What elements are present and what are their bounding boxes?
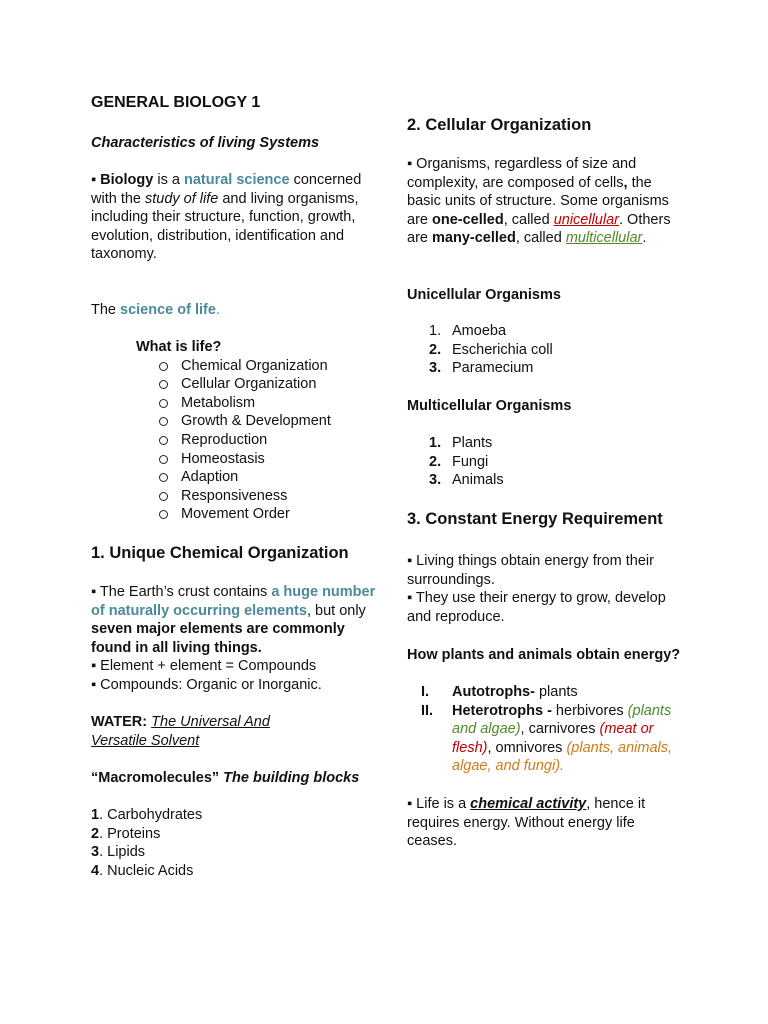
list-item: Homeostasis [136,450,376,469]
section-3-bullet-2: ▪ They use their energy to grow, develop and reproduce. [407,590,666,625]
unicellular-heading: Unicellular Organisms [407,287,561,303]
list-item: 3. Paramecium [429,360,534,377]
macromolecules-heading: “Macromolecules” The building blocks [91,770,360,786]
unicellular-list [407,322,697,378]
list-item: Chemical Organization [136,357,376,376]
section-1-body [91,583,376,695]
biology-definition: ▪ Biology is a natural science concerned with the study of life and living organisms, including their structure, function, growth, evolution, distribution, identification and taxonomy. [91,172,362,263]
biology-term: Biology [100,172,154,188]
section-1-bullet-3: ▪ Compounds: Organic or Inorganic. [91,676,322,693]
list-item: Cellular Organization [136,375,376,394]
list-item: Adaption [136,468,376,487]
life-chemical-activity: ▪ Life is a chemical activity, hence it requires energy. Without energy life ceases. [407,796,646,850]
unicellular-term: unicellular [553,211,619,228]
section-2-body: ▪ Organisms, regardless of size and complexity, are composed of cells, the basic units of structure. Some organisms are one-celled, called unicellular. Others are many-celled, called multicellular. [407,156,671,247]
list-item: 2. Escherichia coll [429,341,553,358]
list-item: I. Autotrophs- plants [421,684,578,700]
list-item: 3. Animals [429,472,504,489]
bullet: ▪ [91,172,97,188]
list-item: 2. Proteins [91,825,161,842]
what-is-life-heading: What is life? [136,339,222,355]
list-item: 2. Fungi [429,453,489,470]
science-of-life: The science of life. [91,302,220,318]
macromolecules-list [91,806,376,880]
subtitle: Characteristics of living Systems [91,135,320,151]
multicellular-term: multicellular [565,230,643,247]
natural-science-term: natural science [183,172,290,188]
water-line: WATER: The Universal And Versatile Solvent [91,714,270,749]
what-is-life-list [91,357,376,524]
water-description: The Universal And Versatile Solvent [91,714,270,749]
what-is-life-section [91,338,376,524]
energy-question: How plants and animals obtain energy? [407,647,681,663]
list-item: 1. Carbohydrates [91,807,203,823]
list-item: Reproduction [136,431,376,450]
list-item: II. Heterotrophs - herbivores (plants and algae), carnivores (meat or flesh), omnivores (plants, animals, algae, and fungi). [421,702,673,775]
section-2-heading: 2. Cellular Organization [407,116,592,134]
energy-list [407,683,697,776]
section-1-bullet-1: ▪ The Earth’s crust contains a huge number of naturally occurring elements, but only seven major elements are commonly found in all living things. [91,584,376,656]
section-3-heading: 3. Constant Energy Requirement [407,510,663,528]
list-item: 1. Plants [429,435,493,451]
list-item: Growth & Development [136,412,376,431]
page-title: GENERAL BIOLOGY 1 [91,94,261,111]
list-item: Responsiveness [136,487,376,506]
section-1-bullet-2: ▪ Element + element = Compounds [91,658,317,675]
list-item: 1. Amoeba [429,323,507,339]
section-3-body [407,552,682,626]
list-item: Metabolism [136,394,376,413]
multicellular-list [407,434,697,490]
list-item: 3. Lipids [91,844,146,861]
multicellular-heading: Multicellular Organisms [407,398,572,414]
section-3-bullet-1: ▪ Living things obtain energy from their surroundings. [407,553,654,588]
section-1-heading: 1. Unique Chemical Organization [91,544,349,562]
list-item: 4. Nucleic Acids [91,862,194,879]
list-item: Movement Order [136,505,376,524]
